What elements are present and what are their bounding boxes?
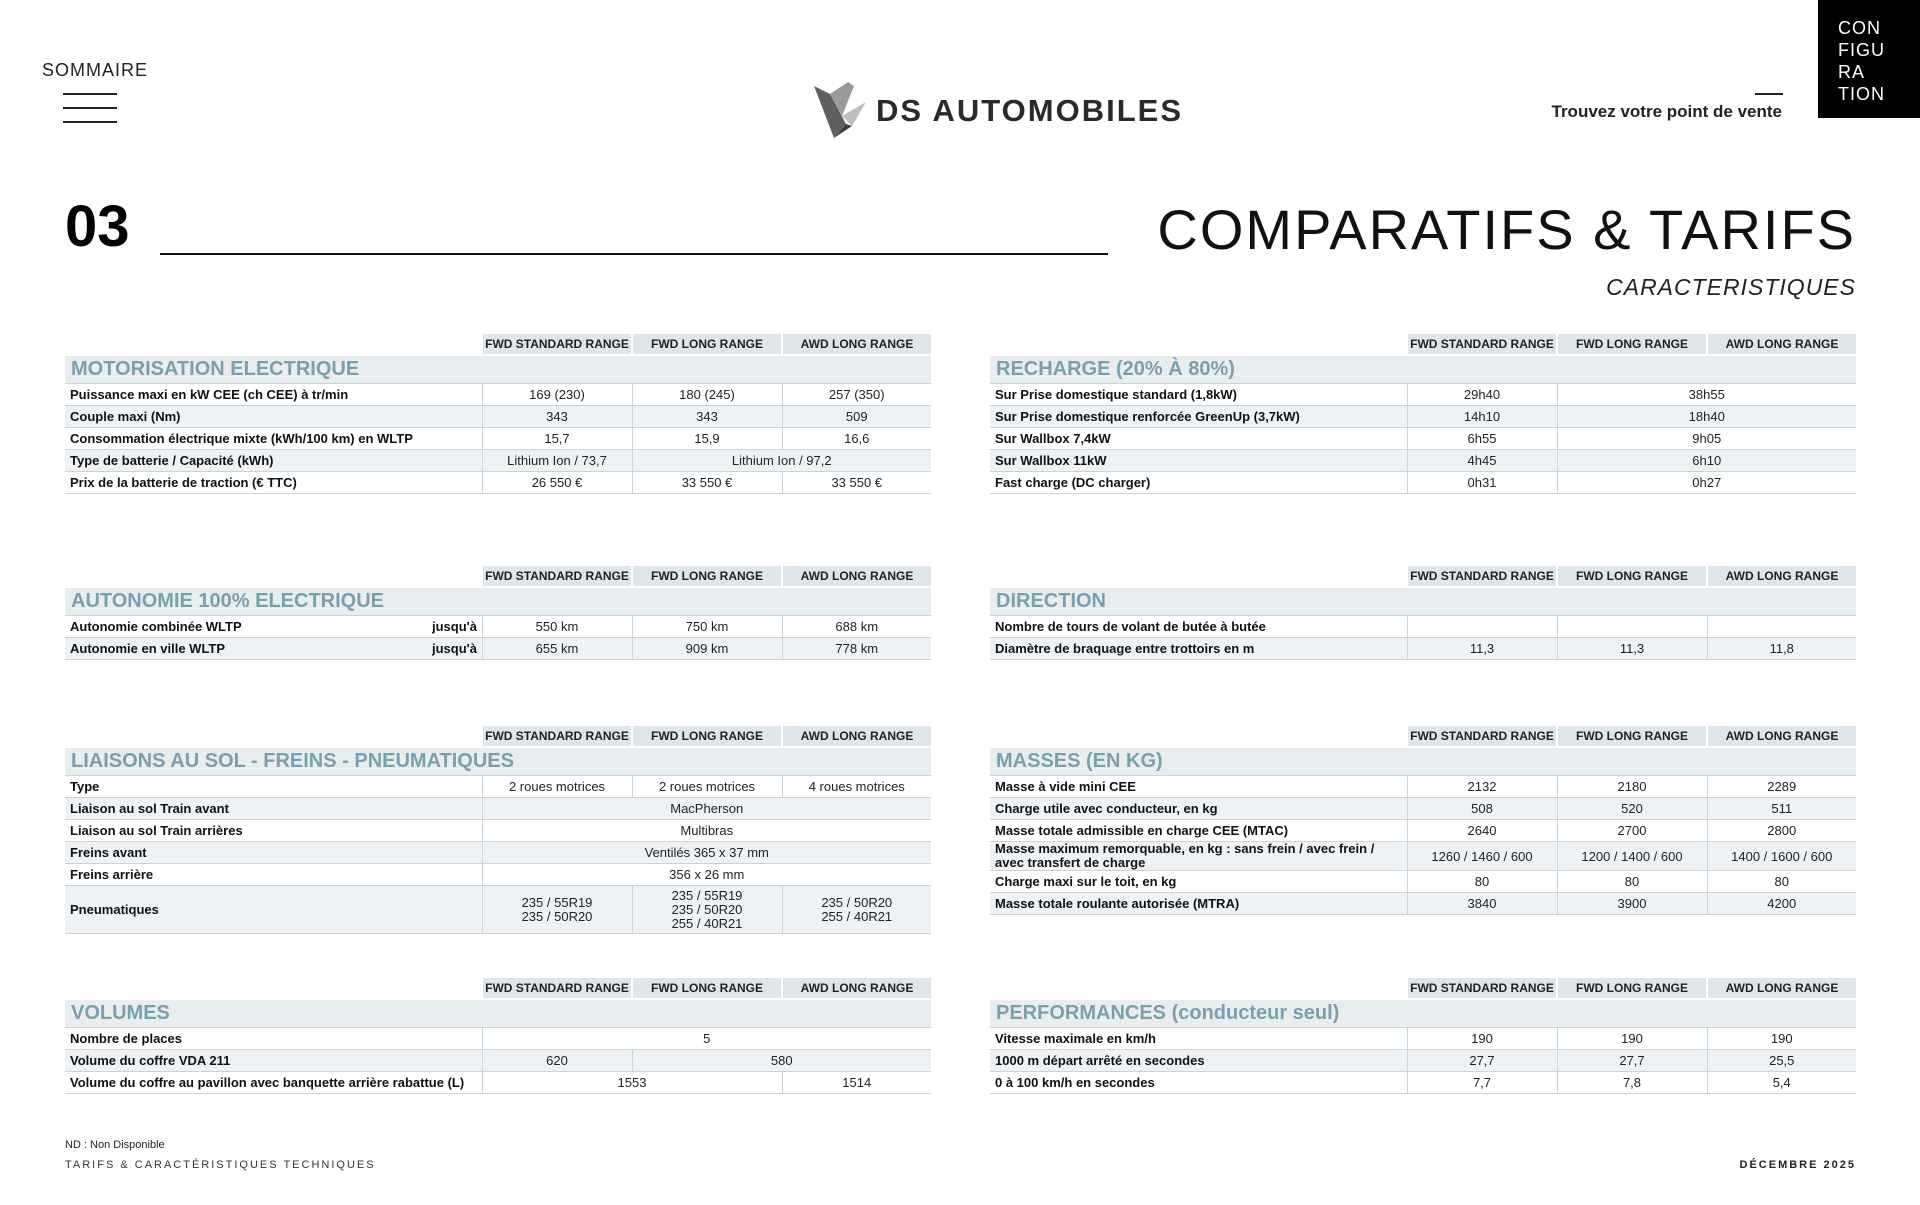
- cell: 29h40: [1407, 384, 1557, 406]
- row-label: Sur Wallbox 11kW: [990, 450, 1407, 472]
- cell: 2289: [1707, 776, 1856, 798]
- cell: 15,9: [632, 428, 782, 450]
- row-label: Pneumatiques: [65, 886, 482, 934]
- row-label: Nombre de places: [65, 1028, 482, 1050]
- table-row: [65, 384, 931, 406]
- cell: 80: [1407, 871, 1557, 893]
- section-number: 03: [65, 194, 130, 259]
- col-header: AWD LONG RANGE: [1707, 726, 1856, 747]
- table-row: [990, 472, 1856, 494]
- footer-document-title: TARIFS & CARACTÉRISTIQUES TECHNIQUES: [65, 1159, 376, 1171]
- table-title: MOTORISATION ELECTRIQUE: [65, 355, 931, 384]
- cell: 508: [1407, 798, 1557, 820]
- table-row: [65, 1050, 931, 1072]
- cell: Ventilés 365 x 37 mm: [482, 842, 931, 864]
- cell: 180 (245): [632, 384, 782, 406]
- cell: Lithium Ion / 73,7: [482, 450, 632, 472]
- table-row: [990, 893, 1856, 915]
- cell: 5,4: [1707, 1072, 1856, 1094]
- table-row: [990, 798, 1856, 820]
- row-label: 1000 m départ arrêté en secondes: [990, 1050, 1407, 1072]
- col-header: FWD STANDARD RANGE: [1407, 978, 1557, 999]
- cell: [1557, 616, 1707, 638]
- col-header: FWD STANDARD RANGE: [1407, 566, 1557, 587]
- footnote: ND : Non Disponible: [65, 1139, 165, 1151]
- menu-label[interactable]: SOMMAIRE: [42, 60, 149, 80]
- table-title: PERFORMANCES (conducteur seul): [990, 999, 1856, 1028]
- table-row: [990, 820, 1856, 842]
- row-qualifier: jusqu'à: [432, 638, 482, 660]
- cell: Multibras: [482, 820, 931, 842]
- col-header: AWD LONG RANGE: [782, 566, 931, 587]
- cell: 80: [1707, 871, 1856, 893]
- row-label: Autonomie combinée WLTP: [65, 616, 432, 638]
- table-row: [65, 638, 931, 660]
- table-title: DIRECTION: [990, 587, 1856, 616]
- cell: 550 km: [482, 616, 632, 638]
- col-header: AWD LONG RANGE: [782, 726, 931, 747]
- row-qualifier: jusqu'à: [432, 616, 482, 638]
- row-label: Type: [65, 776, 482, 798]
- cell: 190: [1557, 1028, 1707, 1050]
- cell: 11,8: [1707, 638, 1856, 660]
- cell: 25,5: [1707, 1050, 1856, 1072]
- row-label: Sur Wallbox 7,4kW: [990, 428, 1407, 450]
- configuration-button[interactable]: [1818, 0, 1920, 118]
- cell: 750 km: [632, 616, 782, 638]
- table-title: RECHARGE (20% À 80%): [990, 355, 1856, 384]
- ds-emblem-icon: [812, 80, 868, 142]
- table-performances: [990, 978, 1856, 1094]
- cell: 11,3: [1407, 638, 1557, 660]
- row-label: Volume du coffre au pavillon avec banquette arrière rabattue (L): [65, 1072, 482, 1094]
- cell: 0h31: [1407, 472, 1557, 494]
- col-header: FWD LONG RANGE: [632, 566, 782, 587]
- config-line-3: RA: [1838, 62, 1866, 82]
- hamburger-menu-icon[interactable]: [63, 93, 117, 125]
- cell: 520: [1557, 798, 1707, 820]
- table-row: [65, 428, 931, 450]
- table-row: [65, 472, 931, 494]
- cell: 27,7: [1557, 1050, 1707, 1072]
- row-label: Masse maximum remorquable, en kg : sans frein / avec frein / avec transfert de charge: [990, 842, 1407, 871]
- cell: 6h55: [1407, 428, 1557, 450]
- col-header: FWD STANDARD RANGE: [482, 978, 632, 999]
- table-row: [990, 1072, 1856, 1094]
- row-label: Fast charge (DC charger): [990, 472, 1407, 494]
- col-header: FWD STANDARD RANGE: [482, 566, 632, 587]
- footer-date: DÉCEMBRE 2025: [1739, 1159, 1856, 1171]
- section-rule: [160, 253, 1108, 255]
- table-motorisation: [65, 334, 931, 494]
- page-title: COMPARATIFS & TARIFS: [1157, 198, 1856, 261]
- cell: 356 x 26 mm: [482, 864, 931, 886]
- row-label: Masse totale admissible en charge CEE (MTAC): [990, 820, 1407, 842]
- row-label: Type de batterie / Capacité (kWh): [65, 450, 482, 472]
- table-row: [990, 1028, 1856, 1050]
- row-label: Liaison au sol Train arrières: [65, 820, 482, 842]
- cell: 190: [1407, 1028, 1557, 1050]
- cell: 3840: [1407, 893, 1557, 915]
- table-liaisons: [65, 726, 931, 934]
- cell: 511: [1707, 798, 1856, 820]
- table-row: [990, 406, 1856, 428]
- tyre-size: 255 / 40R21: [821, 908, 893, 924]
- cell: MacPherson: [482, 798, 931, 820]
- cell: 2800: [1707, 820, 1856, 842]
- row-label: Diamètre de braquage entre trottoirs en m: [990, 638, 1407, 660]
- table-row: [65, 406, 931, 428]
- table-title: VOLUMES: [65, 999, 931, 1028]
- cell: 169 (230): [482, 384, 632, 406]
- cell: Lithium Ion / 97,2: [632, 450, 931, 472]
- col-header: AWD LONG RANGE: [1707, 978, 1856, 999]
- table-title: LIAISONS AU SOL - FREINS - PNEUMATIQUES: [65, 747, 931, 776]
- cell: 909 km: [632, 638, 782, 660]
- cell: 33 550 €: [632, 472, 782, 494]
- col-header: FWD LONG RANGE: [1557, 334, 1707, 355]
- cell: 1514: [782, 1072, 931, 1094]
- cell: 5: [482, 1028, 931, 1050]
- cell: 7,7: [1407, 1072, 1557, 1094]
- row-label: Freins avant: [65, 842, 482, 864]
- row-label: Freins arrière: [65, 864, 482, 886]
- cell: 38h55: [1557, 384, 1856, 406]
- tyre-size: 235 / 55R19: [671, 887, 743, 903]
- table-masses: [990, 726, 1856, 915]
- dealer-locator-link[interactable]: Trouvez votre point de vente: [1551, 102, 1782, 121]
- row-label: Prix de la batterie de traction (€ TTC): [65, 472, 482, 494]
- col-header: AWD LONG RANGE: [782, 978, 931, 999]
- row-label: Autonomie en ville WLTP: [65, 638, 432, 660]
- col-header: FWD STANDARD RANGE: [482, 334, 632, 355]
- config-line-4: TION: [1838, 84, 1885, 104]
- cell: 80: [1557, 871, 1707, 893]
- col-header: AWD LONG RANGE: [782, 334, 931, 355]
- cell: 27,7: [1407, 1050, 1557, 1072]
- table-row: [990, 450, 1856, 472]
- table-recharge: [990, 334, 1856, 494]
- cell: 1553: [482, 1072, 782, 1094]
- cell: 9h05: [1557, 428, 1856, 450]
- cell: 509: [782, 406, 931, 428]
- cell: 16,6: [782, 428, 931, 450]
- cell: 688 km: [782, 616, 931, 638]
- table-row: [990, 638, 1856, 660]
- cell: 580: [632, 1050, 931, 1072]
- table-row: [990, 384, 1856, 406]
- row-label: 0 à 100 km/h en secondes: [990, 1072, 1407, 1094]
- col-header: FWD STANDARD RANGE: [1407, 334, 1557, 355]
- tyre-size: 235 / 50R20: [521, 908, 593, 924]
- row-label: Couple maxi (Nm): [65, 406, 482, 428]
- row-label: Consommation électrique mixte (kWh/100 km) en WLTP: [65, 428, 482, 450]
- table-row: [65, 1028, 931, 1050]
- brand-name: DS AUTOMOBILES: [876, 93, 1184, 128]
- row-label: Masse à vide mini CEE: [990, 776, 1407, 798]
- col-header: FWD LONG RANGE: [632, 978, 782, 999]
- config-line-2: FIGU: [1838, 40, 1885, 60]
- row-label: Vitesse maximale en km/h: [990, 1028, 1407, 1050]
- tyre-size: 235 / 50R20: [821, 894, 893, 910]
- col-header: FWD STANDARD RANGE: [482, 726, 632, 747]
- row-label: Liaison au sol Train avant: [65, 798, 482, 820]
- table-row: [65, 864, 931, 886]
- table-row: [65, 886, 931, 934]
- cell: 2 roues motrices: [482, 776, 632, 798]
- cell: 1400 / 1600 / 600: [1707, 842, 1856, 871]
- col-header: AWD LONG RANGE: [1707, 566, 1856, 587]
- row-label: Sur Prise domestique standard (1,8kW): [990, 384, 1407, 406]
- cell: 2132: [1407, 776, 1557, 798]
- cell: 26 550 €: [482, 472, 632, 494]
- row-label: Charge maxi sur le toit, en kg: [990, 871, 1407, 893]
- cell: [1407, 616, 1557, 638]
- cell: 14h10: [1407, 406, 1557, 428]
- table-row: [65, 820, 931, 842]
- col-header: FWD STANDARD RANGE: [1407, 726, 1557, 747]
- cell: 4200: [1707, 893, 1856, 915]
- cell: 4h45: [1407, 450, 1557, 472]
- row-label: Charge utile avec conducteur, en kg: [990, 798, 1407, 820]
- col-header: FWD LONG RANGE: [632, 726, 782, 747]
- table-row: [65, 842, 931, 864]
- cell: 257 (350): [782, 384, 931, 406]
- page-subtitle: CARACTERISTIQUES: [1606, 274, 1856, 300]
- cell: 2180: [1557, 776, 1707, 798]
- cell: 343: [632, 406, 782, 428]
- table-row: [65, 776, 931, 798]
- config-line-1: CON: [1838, 18, 1881, 38]
- table-volumes: [65, 978, 931, 1094]
- cell: 7,8: [1557, 1072, 1707, 1094]
- cell: 2 roues motrices: [632, 776, 782, 798]
- cell: [1707, 616, 1856, 638]
- table-row: [65, 798, 931, 820]
- table-row: [990, 842, 1856, 871]
- row-label: Puissance maxi en kW CEE (ch CEE) à tr/min: [65, 384, 482, 406]
- cell: 15,7: [482, 428, 632, 450]
- cell: 2640: [1407, 820, 1557, 842]
- col-header: FWD LONG RANGE: [1557, 978, 1707, 999]
- brand-logo[interactable]: [812, 80, 1183, 142]
- cell: 190: [1707, 1028, 1856, 1050]
- tyre-size: 235 / 50R20: [671, 901, 743, 917]
- cell: 2700: [1557, 820, 1707, 842]
- table-row: [65, 1072, 931, 1094]
- cell: 33 550 €: [782, 472, 931, 494]
- tyre-size: 235 / 55R19: [521, 894, 593, 910]
- table-direction: [990, 566, 1856, 660]
- dealer-link-rule: [1755, 93, 1783, 95]
- table-row: [990, 871, 1856, 893]
- row-label: Masse totale roulante autorisée (MTRA): [990, 893, 1407, 915]
- table-row: [990, 616, 1856, 638]
- table-title: MASSES (EN KG): [990, 747, 1856, 776]
- cell: 620: [482, 1050, 632, 1072]
- cell: 1200 / 1400 / 600: [1557, 842, 1707, 871]
- cell: 343: [482, 406, 632, 428]
- col-header: FWD LONG RANGE: [1557, 726, 1707, 747]
- cell: 6h10: [1557, 450, 1856, 472]
- row-label: Volume du coffre VDA 211: [65, 1050, 482, 1072]
- table-row: [990, 1050, 1856, 1072]
- cell: 18h40: [1557, 406, 1856, 428]
- table-autonomie: [65, 566, 931, 660]
- cell: [632, 886, 782, 934]
- row-label: Sur Prise domestique renforcée GreenUp (3,7kW): [990, 406, 1407, 428]
- cell: 655 km: [482, 638, 632, 660]
- cell: 1260 / 1460 / 600: [1407, 842, 1557, 871]
- table-row: [990, 776, 1856, 798]
- cell: 0h27: [1557, 472, 1856, 494]
- table-title: AUTONOMIE 100% ELECTRIQUE: [65, 587, 931, 616]
- cell: 3900: [1557, 893, 1707, 915]
- col-header: FWD LONG RANGE: [632, 334, 782, 355]
- cell: 4 roues motrices: [782, 776, 931, 798]
- col-header: FWD LONG RANGE: [1557, 566, 1707, 587]
- tyre-size: 255 / 40R21: [671, 915, 743, 931]
- cell: 778 km: [782, 638, 931, 660]
- table-row: [65, 616, 931, 638]
- table-row: [990, 428, 1856, 450]
- table-row: [65, 450, 931, 472]
- cell: 11,3: [1557, 638, 1707, 660]
- cell: [782, 886, 931, 934]
- row-label: Nombre de tours de volant de butée à butée: [990, 616, 1407, 638]
- cell: [482, 886, 632, 934]
- col-header: AWD LONG RANGE: [1707, 334, 1856, 355]
